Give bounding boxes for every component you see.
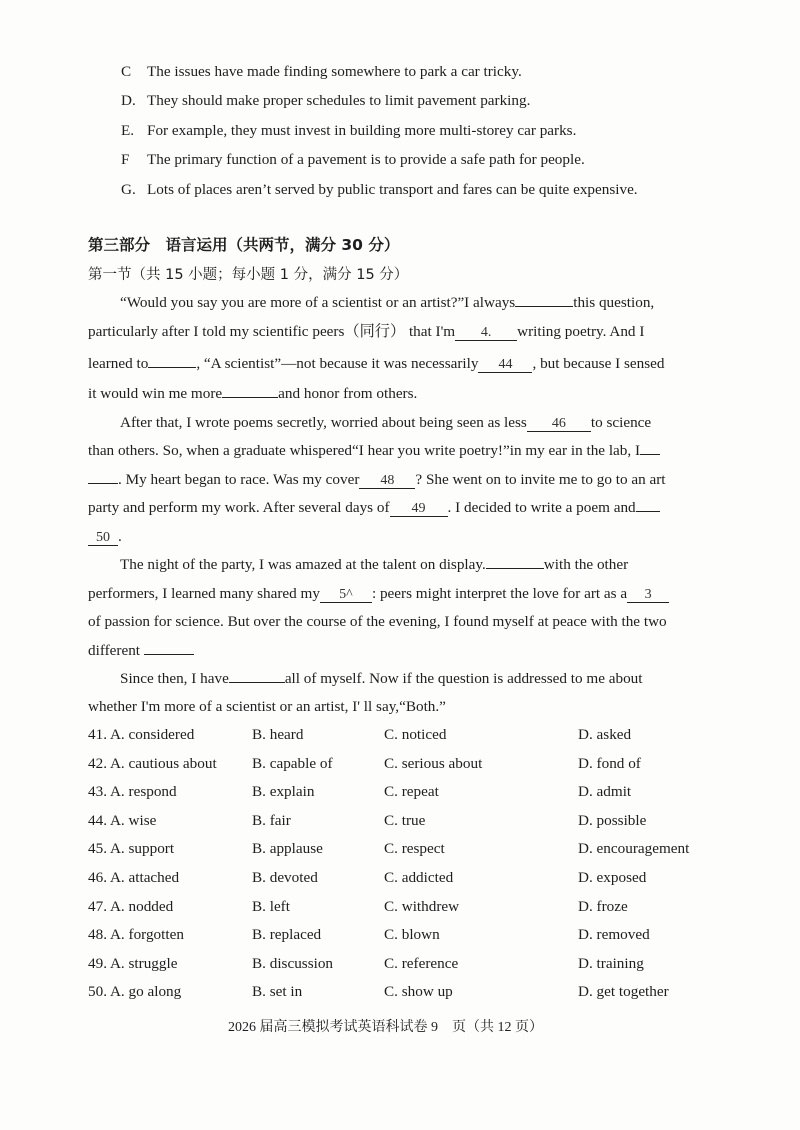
- choice-a: A. wise: [109, 811, 157, 829]
- blank-49: 49: [390, 501, 448, 517]
- choice-b: B. set in: [252, 983, 303, 1001]
- choice-d: D. encouragement: [578, 840, 690, 858]
- passage-text: . My heart began to race. Was my cover: [118, 471, 360, 488]
- choice-d: D. exposed: [578, 869, 647, 886]
- passage-line: [120, 413, 651, 433]
- passage-line: [88, 527, 122, 547]
- choice-a: A. considered: [109, 726, 195, 743]
- passage-line: [120, 669, 643, 689]
- passage-text: different: [88, 642, 141, 659]
- question-number: 45.: [88, 840, 107, 858]
- blank-52: 5^: [320, 587, 372, 603]
- choice-b: B. heard: [252, 726, 304, 743]
- choice-b: B. left: [252, 897, 290, 915]
- passage-text: this question,: [573, 294, 655, 311]
- choice-d: D. asked: [578, 726, 632, 743]
- question-stem: [88, 869, 179, 887]
- choice-c: C. withdrew: [384, 897, 460, 915]
- choice-d: D. froze: [578, 897, 628, 915]
- passage-line: [88, 354, 664, 374]
- choice-c: C. show up: [384, 983, 453, 1001]
- question-stem: [88, 926, 184, 944]
- blank-43: [148, 367, 196, 368]
- passage-line: [88, 641, 194, 661]
- passage-text: to science: [590, 414, 652, 431]
- passage-text: , “A scientist”—not because it was necessarily: [196, 355, 479, 372]
- passage-line: [88, 322, 644, 342]
- blank-47a: [640, 454, 660, 455]
- choice-c: C. noticed: [384, 726, 447, 743]
- option-c: [121, 63, 522, 81]
- question-number: 50.: [88, 983, 107, 1001]
- choice-d: D. fond of: [578, 754, 641, 772]
- choice-c: C. blown: [384, 926, 440, 944]
- blank-54: [144, 654, 194, 655]
- passage-text: it would win me more: [88, 385, 223, 402]
- passage-text: After that, I wrote poems secretly, worried about being seen as less: [120, 414, 527, 431]
- passage-line: [88, 441, 660, 461]
- option-f: [121, 151, 585, 169]
- question-stem: [88, 898, 173, 916]
- section-title: 第一节（共 15 小题；每小题 1 分，满分 15 分）: [88, 267, 409, 283]
- blank-51: [486, 568, 544, 569]
- option-text: They should make proper schedules to limit pavement parking.: [147, 92, 531, 109]
- passage-text: than others. So, when a graduate whispered“I hear you write poetry!”in my ear in the lab, I: [88, 442, 641, 459]
- choice-b: B. discussion: [252, 954, 334, 972]
- option-text: The issues have made finding somewhere to park a car tricky.: [147, 63, 522, 80]
- option-g: [121, 181, 638, 199]
- passage-text: with the other: [543, 556, 629, 573]
- passage-text: . I decided to write a poem and: [447, 499, 636, 516]
- blank-42: 4.: [455, 325, 517, 341]
- choice-a: A. forgotten: [109, 926, 184, 944]
- question-number: 42.: [88, 754, 107, 772]
- choice-b: B. applause: [252, 840, 323, 858]
- question-number: 43.: [88, 783, 107, 801]
- choice-a: A. cautious about: [109, 754, 217, 772]
- question-number: 44.: [88, 811, 107, 829]
- choice-b: B. capable of: [252, 754, 333, 772]
- passage-text: and honor from others.: [278, 385, 418, 402]
- choice-d: D. removed: [578, 926, 650, 944]
- question-stem: [88, 983, 181, 1001]
- choice-d: D. get together: [578, 983, 669, 1001]
- passage-line: [88, 697, 446, 717]
- choice-c: C. repeat: [384, 783, 439, 801]
- question-stem: [88, 955, 177, 973]
- option-text: Lots of places aren’t served by public transport and fares can be quite expensive.: [147, 181, 638, 198]
- choice-b: B. explain: [252, 783, 315, 801]
- part-title: 第三部分 语言运用（共两节，满分 30 分）: [88, 236, 400, 254]
- passage-text: learned to: [88, 355, 149, 372]
- question-stem: [88, 726, 194, 744]
- choice-b: B. devoted: [252, 869, 318, 886]
- passage-text: particularly after I told my scientific peers（同行） that I'm: [88, 323, 456, 340]
- choice-c: C. reference: [384, 954, 459, 972]
- passage-line: [88, 612, 667, 632]
- passage-text: all of myself. Now if the question is addressed to me about: [284, 670, 643, 687]
- option-text: For example, they must invest in building more multi-storey car parks.: [147, 122, 577, 139]
- passage-text: performers, I learned many shared my: [88, 585, 320, 602]
- choice-a: A. go along: [109, 983, 182, 1001]
- blank-41: [515, 306, 573, 307]
- option-letter: G.: [121, 181, 136, 198]
- choice-b: B. fair: [252, 811, 291, 829]
- choice-a: A. struggle: [109, 954, 178, 972]
- blank-53: 3: [627, 587, 669, 603]
- choice-b: B. replaced: [252, 926, 322, 944]
- choice-c: C. serious about: [384, 754, 483, 772]
- blank-44: 44: [478, 357, 532, 373]
- passage-text: .: [118, 528, 122, 545]
- choice-d: D. admit: [578, 783, 632, 801]
- passage-text: whether I'm more of a scientist or an artist, I' ll say,“Both.”: [88, 698, 446, 715]
- passage-line: [88, 470, 666, 490]
- choice-c: C. respect: [384, 840, 445, 858]
- option-letter: F: [121, 151, 130, 168]
- page-footer: 2026 届高三模拟考试英语科试卷 9 页（共 12 页）: [228, 1020, 543, 1035]
- blank-46: 46: [527, 416, 591, 432]
- blank-50: 50: [88, 530, 118, 546]
- choice-c: C. true: [384, 811, 426, 829]
- passage-text: , but because I sensed: [532, 355, 665, 372]
- passage-text: writing poetry. And I: [517, 323, 645, 340]
- passage-text: The night of the party, I was amazed at the talent on display.: [120, 556, 486, 573]
- option-d: [121, 92, 530, 110]
- question-number: 49.: [88, 954, 107, 972]
- passage-text: party and perform my work. After several days of: [88, 499, 390, 516]
- passage-text: of passion for science. But over the course of the evening, I found myself at peace with the two: [88, 613, 667, 630]
- option-letter: D.: [121, 92, 136, 109]
- choice-d: D. training: [578, 954, 644, 972]
- option-letter: C: [121, 63, 132, 80]
- option-e: [121, 122, 576, 140]
- passage-text: “Would you say you are more of a scientist or an artist?”I always: [120, 294, 516, 311]
- option-letter: E.: [121, 122, 135, 139]
- passage-line: [88, 384, 417, 404]
- passage-text: Since then, I have: [120, 670, 229, 687]
- blank-47: [88, 483, 118, 484]
- option-text: The primary function of a pavement is to provide a safe path for people.: [147, 151, 585, 168]
- blank-55: [229, 682, 285, 683]
- question-stem: [88, 812, 156, 830]
- passage-line: [88, 584, 669, 604]
- blank-48: 48: [359, 473, 415, 489]
- question-stem: [88, 840, 174, 858]
- choice-a: A. respond: [109, 783, 177, 801]
- blank-50a: [636, 511, 660, 512]
- passage-line: [120, 293, 654, 313]
- passage-text: : peers might interpret the love for art as a: [371, 585, 628, 602]
- question-number: 46.: [88, 869, 107, 886]
- choice-c: C. addicted: [384, 869, 454, 886]
- passage-text: ? She went on to invite me to go to an art: [415, 471, 666, 488]
- choice-a: A. nodded: [109, 897, 174, 915]
- question-number: 41.: [88, 726, 107, 743]
- question-stem: [88, 783, 177, 801]
- choice-d: D. possible: [578, 811, 647, 829]
- passage-line: [120, 555, 628, 575]
- question-stem: [88, 755, 217, 773]
- blank-45: [222, 397, 278, 398]
- choice-a: A. support: [109, 840, 175, 858]
- choice-a: A. attached: [109, 869, 180, 886]
- question-number: 48.: [88, 926, 107, 944]
- passage-line: [88, 498, 660, 518]
- question-number: 47.: [88, 897, 107, 915]
